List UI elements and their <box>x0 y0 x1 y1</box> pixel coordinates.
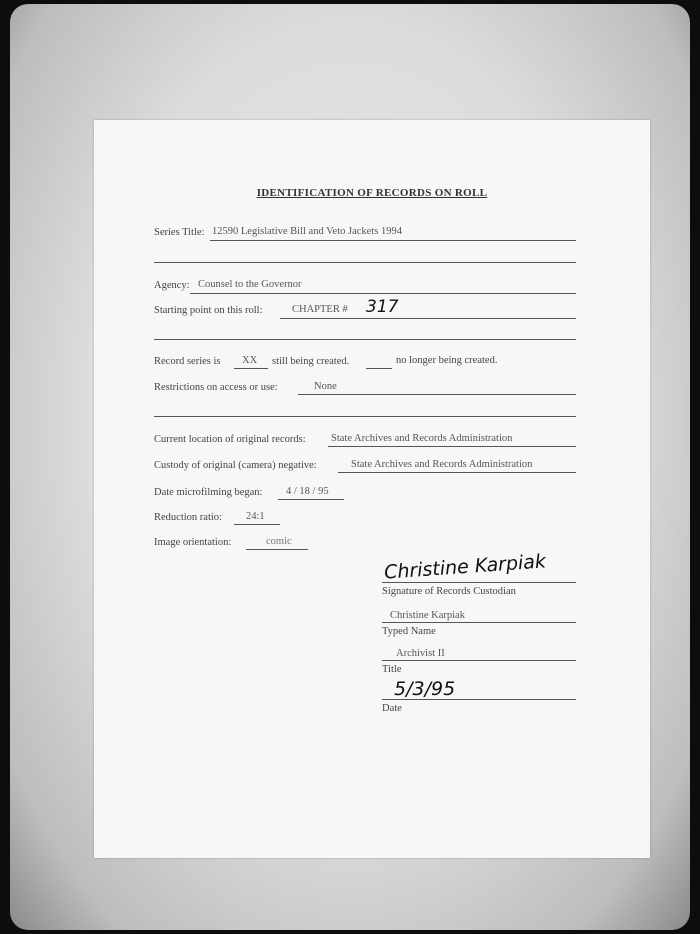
custodian-signature: Christine Karpiak <box>383 550 547 584</box>
reduction-line <box>234 524 280 525</box>
reduction-label: Reduction ratio: <box>154 512 222 523</box>
orientation-value: comic <box>266 536 292 547</box>
restrictions-line <box>298 394 576 395</box>
title-caption: Title <box>382 664 402 675</box>
no-longer-label: no longer being created. <box>396 355 498 366</box>
starting-point-line <box>280 318 576 319</box>
series-title-label: Series Title: <box>154 227 205 238</box>
record-form <box>94 120 650 858</box>
orientation-label: Image orientation: <box>154 537 232 548</box>
title-value: Archivist II <box>396 648 445 659</box>
restrictions-value: None <box>314 381 337 392</box>
form-heading: IDENTIFICATION OF RECORDS ON ROLL <box>256 187 488 199</box>
signature-date-value: 5/3/95 <box>394 678 456 700</box>
no-longer-blank <box>366 368 392 369</box>
series-title-value: 12590 Legislative Bill and Veto Jackets 1994 <box>212 226 402 237</box>
title-line <box>382 660 576 661</box>
signature-caption: Signature of Records Custodian <box>382 586 516 597</box>
agency-label: Agency: <box>154 280 190 291</box>
location-label: Current location of original records: <box>154 434 306 445</box>
still-created-label: still being created. <box>272 356 350 367</box>
date-began-line <box>278 499 344 500</box>
starting-point-value: CHAPTER # <box>292 304 348 315</box>
date-began-value: 4 / 18 / 95 <box>286 486 329 497</box>
agency-value: Counsel to the Governor <box>198 279 302 290</box>
record-series-label: Record series is <box>154 356 221 367</box>
microfilm-frame <box>10 4 690 930</box>
series-title-line <box>210 240 576 241</box>
custody-label: Custody of original (camera) negative: <box>154 460 317 471</box>
reduction-value: 24:1 <box>246 511 265 522</box>
date-caption: Date <box>382 703 402 714</box>
starting-point-line-2 <box>154 339 576 340</box>
date-began-label: Date microfilming began: <box>154 487 263 498</box>
signature-line <box>382 582 576 583</box>
orientation-line <box>246 549 308 550</box>
location-value: State Archives and Records Administration <box>331 433 513 444</box>
still-created-blank <box>234 368 268 369</box>
date-line <box>382 699 576 700</box>
location-line <box>328 446 576 447</box>
typed-name-caption: Typed Name <box>382 626 436 637</box>
typed-name-line <box>382 622 576 623</box>
starting-point-number: 317 <box>366 297 399 317</box>
restrictions-label: Restrictions on access or use: <box>154 382 278 393</box>
starting-point-label: Starting point on this roll: <box>154 305 263 316</box>
custody-value: State Archives and Records Administration <box>351 459 533 470</box>
custody-line <box>338 472 576 473</box>
typed-name-value: Christine Karpiak <box>390 610 465 621</box>
series-title-line-2 <box>154 262 576 263</box>
agency-line <box>190 293 576 294</box>
record-series-mark: XX <box>242 355 258 366</box>
restrictions-line-2 <box>154 416 576 417</box>
